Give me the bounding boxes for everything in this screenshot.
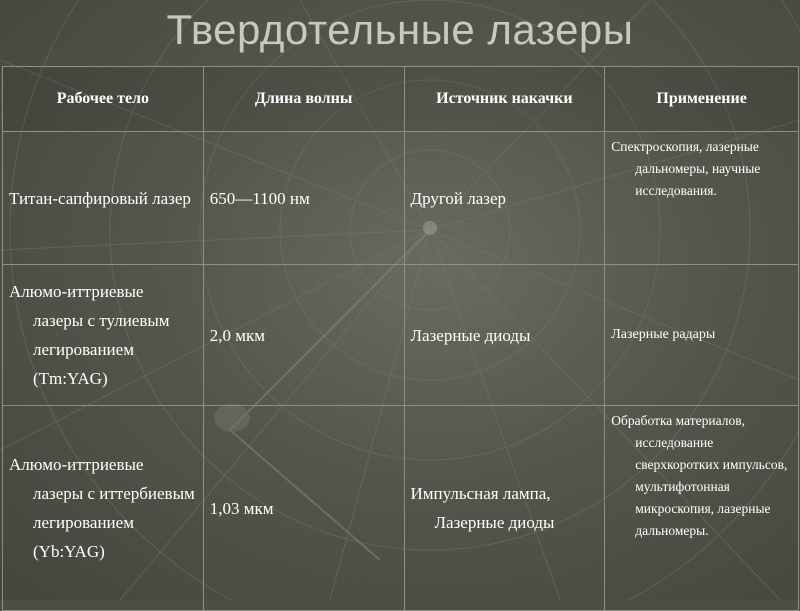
lasers-table — [2, 66, 799, 611]
cell-pump: Лазерные диоды — [404, 265, 605, 406]
table-row — [3, 132, 799, 265]
header-wavelength: Длина волны — [203, 67, 404, 132]
table-header-row — [3, 67, 799, 132]
cell-application: Спектроскопия, лазерные дальномеры, научные исследования. — [605, 132, 799, 265]
cell-body: Алюмо-иттриевые лазеры с иттербиевым легированием (Yb:YAG) — [3, 406, 204, 611]
cell-wavelength: 1,03 мкм — [203, 406, 404, 611]
header-body: Рабочее тело — [3, 67, 204, 132]
header-application: Применение — [605, 67, 799, 132]
cell-wavelength: 650—1100 нм — [203, 132, 404, 265]
header-pump: Источник накачки — [404, 67, 605, 132]
slide-title: Твердотельные лазеры — [166, 6, 634, 53]
table-row — [3, 406, 799, 611]
table-row — [3, 265, 799, 406]
cell-application: Лазерные радары — [605, 265, 799, 406]
cell-body: Титан-сапфировый лазер — [3, 132, 204, 265]
cell-application: Обработка материалов, исследование сверхкоротких импульсов, мультифотонная микроскопия, лазерные дальномеры. — [605, 406, 799, 611]
cell-pump: Другой лазер — [404, 132, 605, 265]
cell-body: Алюмо-иттриевые лазеры с тулиевым легированием (Tm:YAG) — [3, 265, 204, 406]
cell-pump: Импульсная лампа, Лазерные диоды — [404, 406, 605, 611]
cell-wavelength: 2,0 мкм — [203, 265, 404, 406]
